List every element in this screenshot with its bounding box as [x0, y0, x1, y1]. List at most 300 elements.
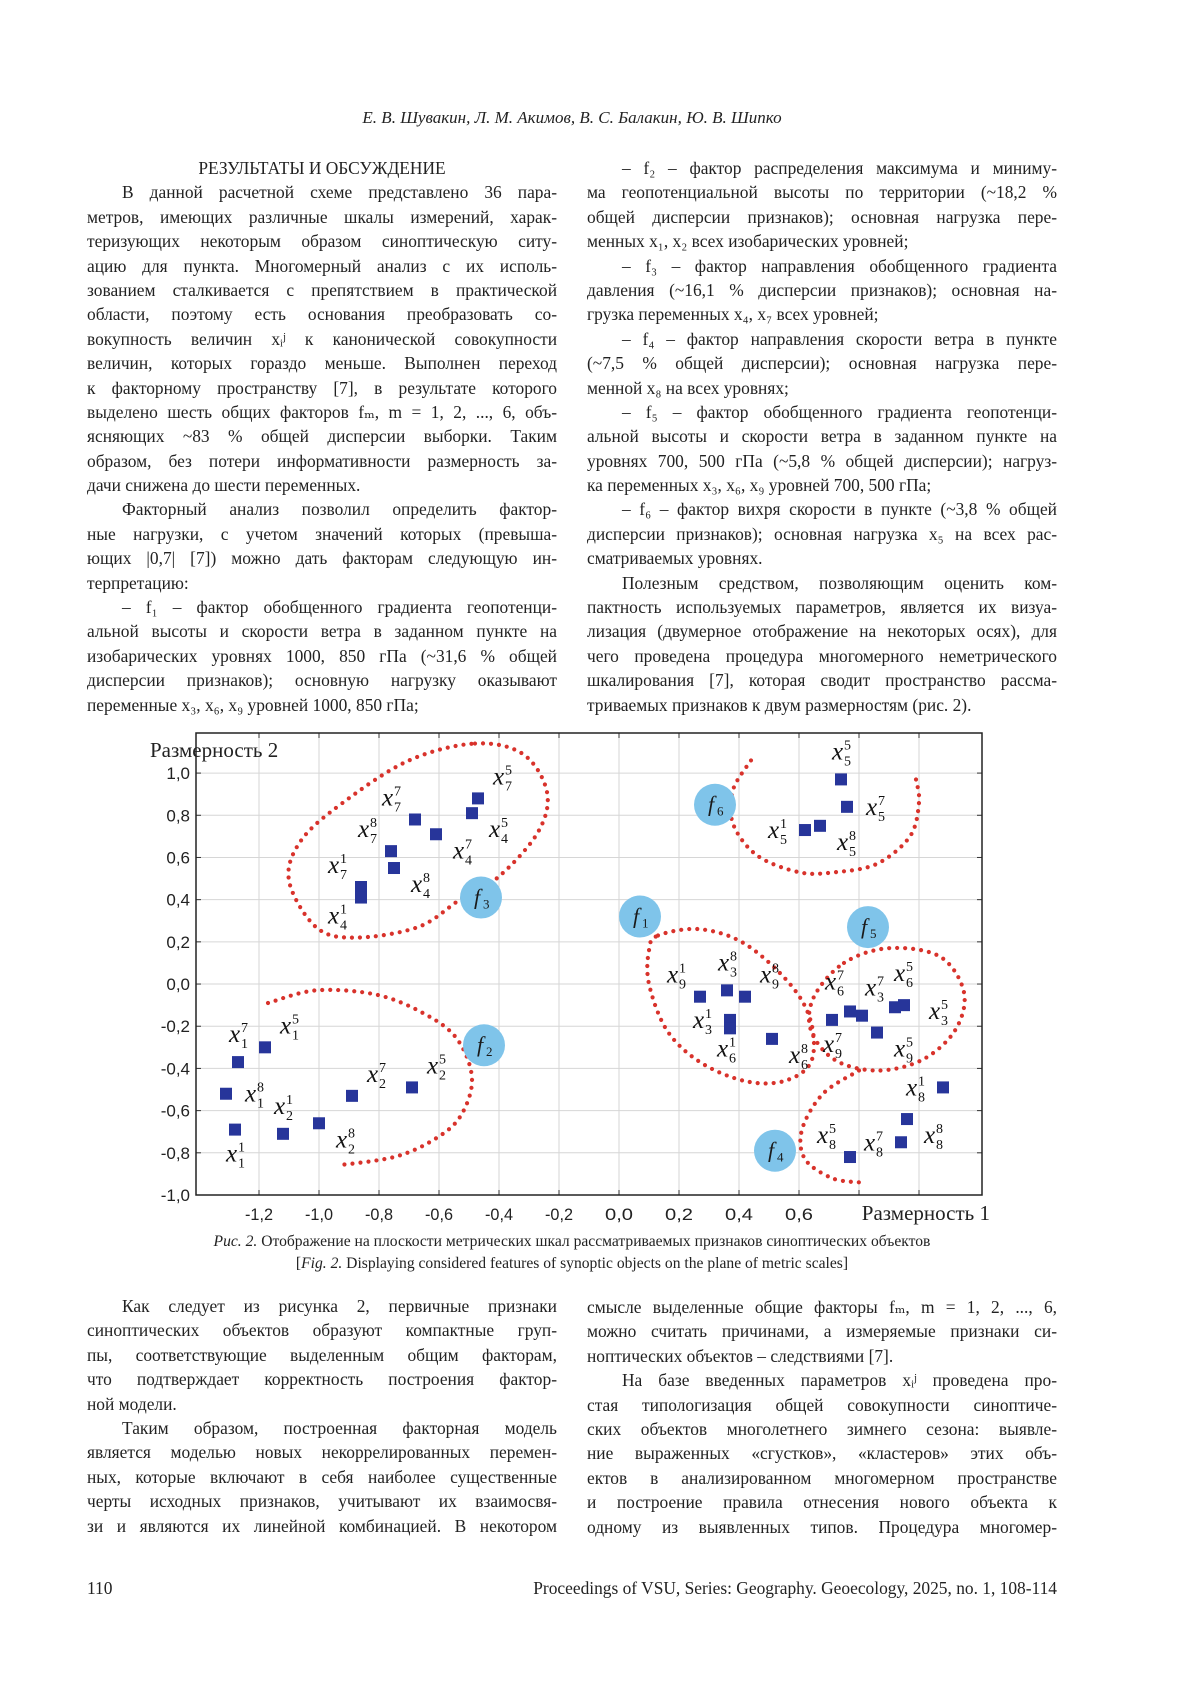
- data-point-x1-8: [220, 1088, 232, 1100]
- text-line: к факторному пространству [7], в результате которого: [87, 376, 557, 400]
- y-tick-label: 1,0: [166, 764, 190, 783]
- point-label: [335, 1126, 355, 1157]
- point-label-x: x: [488, 816, 500, 843]
- text-line: Таким образом, построенная факторная модель: [87, 1416, 557, 1440]
- point-label-level: 1: [286, 1093, 293, 1108]
- text-line: теризующих некоторым образом синоптическую ситу-: [87, 229, 557, 253]
- point-label: [923, 1122, 943, 1153]
- point-label-level: 7: [379, 1061, 386, 1076]
- point-label-x: x: [335, 1126, 347, 1153]
- point-label-level: 8: [849, 829, 856, 844]
- factor-name: f: [708, 792, 717, 817]
- point-label: [717, 949, 737, 980]
- text-line: грузка переменных x₄, x₇ всех уровней;: [587, 302, 1057, 326]
- point-label-var: 3: [877, 991, 884, 1006]
- data-point-x1-5: [259, 1041, 271, 1053]
- y-tick-label: 0,8: [166, 806, 190, 825]
- text-line: дисперсии признаков); основную нагрузку оказывают: [87, 668, 557, 692]
- point-label-level: 8: [801, 1042, 808, 1057]
- x-tick-label: 0,0: [605, 1205, 633, 1224]
- point-label-level: 7: [241, 1021, 248, 1036]
- data-point-x6-7: [844, 1005, 856, 1017]
- y-tick-label: 0,4: [166, 891, 190, 910]
- text-line: ные нагрузки, с учетом значений которых (превыша-: [87, 522, 557, 546]
- text-line: выделено шесть общих факторов fₘ, m = 1, 2, ..., 6, объ-: [87, 400, 557, 424]
- point-label: [279, 1012, 299, 1043]
- text-line: зованием сталкивается с препятствием в практической: [87, 278, 557, 302]
- data-point-x3-5: [898, 999, 910, 1011]
- point-label-x: x: [327, 903, 339, 930]
- point-label-x: x: [273, 1093, 285, 1120]
- point-label: [788, 1042, 808, 1073]
- point-label-level: 7: [835, 1031, 842, 1046]
- point-label-x: x: [863, 1129, 875, 1156]
- y-tick-label: 0,6: [166, 848, 190, 867]
- text-line: образом, без потери информативности размерность за-: [87, 449, 557, 473]
- point-label-level: 8: [730, 949, 737, 964]
- y-tick-label: -0,4: [161, 1059, 190, 1078]
- point-label-var: 6: [906, 976, 913, 991]
- data-point-x3-8: [721, 984, 733, 996]
- point-label: [452, 837, 472, 868]
- text-line: величин, которых гораздо меньше. Выполнен переход: [87, 351, 557, 375]
- point-label: [822, 1031, 842, 1062]
- point-label-level: 5: [829, 1122, 836, 1137]
- factor-marker-f4: [754, 1130, 796, 1172]
- y-axis-label: Размерность 2: [150, 738, 278, 762]
- text-line: В данной расчетной схеме представлено 36 пара-: [87, 180, 557, 204]
- factor-marker-f1: [619, 896, 661, 938]
- text-line: черты исходных признаков, учитывают их взаимосвя-: [87, 1489, 557, 1513]
- text-line: – f₄ – фактор направления скорости ветра в пункте: [587, 327, 1057, 351]
- data-point-x5-7: [841, 801, 853, 813]
- point-label-var: 1: [292, 1028, 299, 1043]
- text-line: – f₃ – фактор направления обобщенного градиента: [587, 254, 1057, 278]
- data-point-x7-1: [355, 881, 367, 893]
- text-line: (~7,5 % общей дисперсии); основная нагрузка пере-: [587, 351, 1057, 375]
- factor-subscript: 5: [870, 926, 877, 941]
- point-label-level: 8: [936, 1122, 943, 1137]
- data-point-x5-8: [814, 820, 826, 832]
- text-line: лизация (двумерное отображение на некоторых осях), для: [587, 619, 1057, 643]
- x-axis-label: Размерность 1: [862, 1201, 990, 1225]
- point-label-x: x: [759, 962, 771, 989]
- point-label: [244, 1081, 264, 1112]
- point-label-level: 8: [257, 1081, 264, 1096]
- text-line: Как следует из рисунка 2, первичные признаки: [87, 1294, 557, 1318]
- text-line: менных x₁, x₂ всех изобарических уровней;: [587, 229, 1057, 253]
- point-label-var: 7: [340, 868, 347, 883]
- point-label: [928, 998, 948, 1029]
- text-line: стая типологизация общей совокупности синоптиче-: [587, 1393, 1057, 1417]
- data-point-x3-7: [856, 1010, 868, 1022]
- data-point-x2-1: [277, 1128, 289, 1140]
- text-line: – f₆ – фактор вихря скорости в пункте (~3,8 % общей: [587, 497, 1057, 521]
- point-label-x: x: [666, 962, 678, 989]
- point-label-var: 8: [876, 1145, 883, 1160]
- y-tick-label: 0,0: [166, 975, 190, 994]
- x-tick-label: 0,4: [725, 1205, 753, 1224]
- point-label: [692, 1007, 712, 1038]
- point-label: [366, 1061, 386, 1092]
- point-label: [905, 1074, 925, 1105]
- point-label-x: x: [717, 949, 729, 976]
- text-line: ноптических объектов – следствиями [7].: [587, 1344, 1057, 1368]
- point-label: [410, 871, 430, 902]
- section-heading: РЕЗУЛЬТАТЫ И ОБСУЖДЕНИЕ: [87, 156, 557, 180]
- point-label-x: x: [492, 763, 504, 790]
- data-point-x2-5: [406, 1081, 418, 1093]
- y-tick-label: -1,0: [161, 1186, 190, 1205]
- x-tick-label: -0,6: [425, 1205, 453, 1224]
- point-label-level: 5: [439, 1052, 446, 1067]
- point-label-x: x: [381, 784, 393, 811]
- point-label: [824, 968, 844, 999]
- text-line: чего проведена процедура многомерного неметрического: [587, 644, 1057, 668]
- text-line: пактность используемых параметров, является их визуа-: [587, 595, 1057, 619]
- factor-name: f: [768, 1138, 777, 1163]
- bottom-right-column: [587, 1295, 1057, 1539]
- point-label: [865, 794, 885, 825]
- text-line: альной высоты и скорости ветра в заданном пункте на: [87, 619, 557, 643]
- point-label: [831, 738, 851, 769]
- point-label: [228, 1021, 248, 1052]
- point-label-level: 1: [679, 962, 686, 977]
- text-line: ка переменных x₃, x₆, x₉ уровней 700, 500 гПа;: [587, 473, 1057, 497]
- point-label-var: 9: [835, 1047, 842, 1062]
- factor-subscript: 3: [483, 897, 490, 912]
- point-label-var: 1: [241, 1037, 248, 1052]
- point-label-level: 5: [906, 960, 913, 975]
- data-point-x9-7: [826, 1014, 838, 1026]
- data-point-x8-7: [895, 1136, 907, 1148]
- text-line: – f₂ – фактор распределения максимума и миниму-: [587, 156, 1057, 180]
- caption-ru-prefix: Рис. 2.: [214, 1233, 258, 1250]
- point-label-x: x: [716, 1035, 728, 1062]
- text-line: – f₁ – фактор обобщенного градиента геопотенци-: [87, 595, 557, 619]
- text-line: сматриваемых уровнях.: [587, 546, 1057, 570]
- data-point-x4-5: [466, 807, 478, 819]
- factor-subscript: 1: [642, 916, 649, 931]
- factor-circle: [619, 896, 661, 938]
- figure-2-scatter-chart: [140, 725, 1000, 1235]
- factor-name: f: [633, 904, 642, 929]
- point-label-x: x: [279, 1012, 291, 1039]
- point-label-x: x: [366, 1061, 378, 1088]
- factor-subscript: 2: [486, 1044, 493, 1059]
- factor-marker-f2: [463, 1024, 505, 1066]
- factor-subscript: 6: [717, 804, 724, 819]
- text-line: вокупность величин xᵢʲ к канонической совокупности: [87, 327, 557, 351]
- point-label-level: 1: [918, 1074, 925, 1089]
- factor-circle: [463, 1024, 505, 1066]
- text-line: триваемых признаков к двум размерностям (рис. 2).: [587, 693, 1057, 717]
- caption-en-prefix: Fig. 2.: [301, 1255, 342, 1272]
- text-line: области, поэтому есть основания преобразовать со-: [87, 302, 557, 326]
- point-label-x: x: [357, 816, 369, 843]
- point-label-x: x: [426, 1052, 438, 1079]
- point-label-var: 6: [729, 1051, 736, 1066]
- point-label-level: 5: [292, 1012, 299, 1027]
- caption-en-text: Displaying considered features of synoptic objects on the plane of metric scales]: [342, 1255, 848, 1272]
- data-point-x5-5: [835, 773, 847, 785]
- text-line: Факторный анализ позволил определить фактор-: [87, 497, 557, 521]
- point-label-x: x: [865, 794, 877, 821]
- point-label-x: x: [864, 975, 876, 1002]
- factor-marker-f5: [847, 906, 889, 948]
- point-label-x: x: [928, 998, 940, 1025]
- point-label: [357, 816, 377, 847]
- point-label-var: 7: [394, 800, 401, 815]
- data-point-x1-1: [229, 1124, 241, 1136]
- point-label: [327, 903, 347, 934]
- point-label-level: 7: [465, 837, 472, 852]
- point-label-level: 8: [423, 871, 430, 886]
- point-label-level: 8: [370, 816, 377, 831]
- caption-ru-text: Отображение на плоскости метрических шкал рассматриваемых признаков синоптических объектов: [257, 1233, 930, 1250]
- data-point-x8-8: [901, 1113, 913, 1125]
- point-label-var: 2: [286, 1109, 293, 1124]
- data-point-x2-8: [313, 1117, 325, 1129]
- bottom-left-column: [87, 1294, 557, 1538]
- x-tick-label: -0,2: [545, 1205, 573, 1224]
- point-label: [716, 1035, 736, 1066]
- factor-name: f: [477, 1032, 486, 1057]
- point-label: [225, 1141, 245, 1172]
- point-label-x: x: [788, 1042, 800, 1069]
- data-point-x5-1: [799, 824, 811, 836]
- point-label-level: 5: [505, 763, 512, 778]
- text-line: терпретацию:: [87, 571, 557, 595]
- page-number: 110: [87, 1578, 112, 1599]
- point-label-x: x: [905, 1074, 917, 1101]
- point-label-var: 8: [936, 1138, 943, 1153]
- point-label-x: x: [767, 817, 779, 844]
- text-line: общей дисперсии признаков); основная нагрузка пере-: [587, 205, 1057, 229]
- text-line: одному из выявленных типов. Процедура многомер-: [587, 1515, 1057, 1539]
- point-label-var: 4: [423, 887, 430, 902]
- point-label-level: 5: [501, 816, 508, 831]
- point-label-var: 4: [501, 832, 508, 847]
- point-label: [666, 962, 686, 993]
- point-label-var: 4: [465, 853, 472, 868]
- x-tick-label: 0,6: [785, 1205, 813, 1224]
- data-point-x1-7: [232, 1056, 244, 1068]
- factor-circle: [460, 877, 502, 919]
- point-label-level: 5: [941, 998, 948, 1013]
- factor-name: f: [474, 885, 483, 910]
- point-label-var: 7: [505, 779, 512, 794]
- point-label: [492, 763, 512, 794]
- text-line: ма геопотенциальной высоты по территории (~18,2 %: [587, 180, 1057, 204]
- point-label-var: 8: [829, 1138, 836, 1153]
- data-point-x7-5: [472, 792, 484, 804]
- data-point-x4-7: [430, 828, 442, 840]
- point-label-x: x: [824, 968, 836, 995]
- point-label-var: 5: [780, 833, 787, 848]
- point-label: [836, 829, 856, 860]
- point-label-level: 5: [844, 738, 851, 753]
- point-label-var: 5: [844, 754, 851, 769]
- point-label-var: 2: [379, 1077, 386, 1092]
- x-tick-label: -1,0: [305, 1205, 333, 1224]
- point-label-level: 8: [772, 962, 779, 977]
- text-line: переменные x₃, x₆, x₉ уровней 1000, 850 гПа;: [87, 693, 557, 717]
- point-label-var: 1: [257, 1097, 264, 1112]
- point-label-level: 1: [340, 852, 347, 867]
- journal-footer: Proceedings of VSU, Series: Geography. Geoecology, 2025, no. 1, 108-114: [533, 1578, 1057, 1599]
- point-label: [767, 817, 787, 848]
- x-tick-label: -1,2: [245, 1205, 273, 1224]
- point-label-level: 7: [876, 1129, 883, 1144]
- factor-circle: [847, 906, 889, 948]
- text-line: Полезным средством, позволяющим оценить ком-: [587, 571, 1057, 595]
- top-left-column: [87, 156, 557, 717]
- y-tick-label: -0,2: [161, 1017, 190, 1036]
- point-label-x: x: [410, 871, 422, 898]
- text-line: менной x₈ на всех уровнях;: [587, 376, 1057, 400]
- point-label-level: 1: [729, 1035, 736, 1050]
- text-line: ских объектов многолетнего зимнего сезона: выявле-: [587, 1417, 1057, 1441]
- factor-name: f: [861, 914, 870, 939]
- text-line: изобарических уровнях 1000, 850 гПа (~31,6 % общей: [87, 644, 557, 668]
- factor-marker-f6: [694, 784, 736, 826]
- text-line: уровнях 700, 500 гПа (~5,8 % общей дисперсии); нагруз-: [587, 449, 1057, 473]
- point-label-var: 3: [730, 965, 737, 980]
- data-point-x6-8: [766, 1033, 778, 1045]
- factor-marker-f3: [460, 877, 502, 919]
- data-point-x8-1: [937, 1081, 949, 1093]
- point-label-var: 6: [801, 1058, 808, 1073]
- data-point-x4-1: [355, 892, 367, 904]
- text-line: пы, соответствующие выделенным общим факторам,: [87, 1343, 557, 1367]
- point-label-var: 5: [849, 845, 856, 860]
- point-label-var: 7: [370, 832, 377, 847]
- text-line: ной модели.: [87, 1392, 557, 1416]
- point-label-x: x: [452, 837, 464, 864]
- x-tick-label: 0,2: [665, 1205, 693, 1224]
- point-label: [893, 960, 913, 991]
- point-label-x: x: [822, 1031, 834, 1058]
- text-line: синоптических объектов образуют компактные груп-: [87, 1318, 557, 1342]
- data-point-x7-7: [409, 813, 421, 825]
- point-label-x: x: [225, 1141, 237, 1168]
- text-line: зи и являются их линейной комбинацией. В некотором: [87, 1514, 557, 1538]
- point-label-var: 5: [878, 810, 885, 825]
- point-label-var: 3: [941, 1014, 948, 1029]
- point-label-var: 6: [837, 984, 844, 999]
- data-point-x9-8: [739, 991, 751, 1003]
- point-label-x: x: [923, 1122, 935, 1149]
- point-label-var: 9: [772, 978, 779, 993]
- point-label-level: 7: [394, 784, 401, 799]
- data-point-x9-1: [694, 991, 706, 1003]
- point-label: [488, 816, 508, 847]
- point-label: [381, 784, 401, 815]
- text-line: и построение правила отнесения нового объекта к: [587, 1490, 1057, 1514]
- point-label-x: x: [893, 960, 905, 987]
- data-point-x7-8: [385, 845, 397, 857]
- point-label-level: 1: [780, 817, 787, 832]
- x-tick-label: -0,4: [485, 1205, 513, 1224]
- text-line: можно считать причинами, а измеряемые признаки си-: [587, 1319, 1057, 1343]
- caption-en-open: [: [296, 1255, 301, 1272]
- point-label-var: 8: [918, 1090, 925, 1105]
- point-label: [863, 1129, 883, 1160]
- text-line: – f₅ – фактор обобщенного градиента геопотенци-: [587, 400, 1057, 424]
- factor-subscript: 4: [777, 1150, 784, 1165]
- point-label: [273, 1093, 293, 1124]
- point-label-x: x: [893, 1036, 905, 1063]
- data-point-x2-7: [346, 1090, 358, 1102]
- data-point-x4-8: [388, 862, 400, 874]
- text-line: давления (~16,1 % дисперсии признаков); основная на-: [587, 278, 1057, 302]
- x-tick-label: -0,8: [365, 1205, 393, 1224]
- text-line: ющих |0,7| [7]) можно дать факторам следующую ин-: [87, 546, 557, 570]
- text-line: дачи снижена до шести переменных.: [87, 473, 557, 497]
- point-label: [426, 1052, 446, 1083]
- point-label: [327, 852, 347, 883]
- text-line: метров, имеющих различные шкалы измерений, харак-: [87, 205, 557, 229]
- top-right-column: [587, 156, 1057, 717]
- point-label-level: 5: [906, 1036, 913, 1051]
- point-label-var: 1: [238, 1157, 245, 1172]
- text-line: что подтверждает корректность построения фактор-: [87, 1367, 557, 1391]
- point-label-var: 3: [705, 1023, 712, 1038]
- data-point-x8-5: [844, 1151, 856, 1163]
- text-line: ние выраженных «сгустков», «кластеров» этих объ-: [587, 1441, 1057, 1465]
- point-label-x: x: [692, 1007, 704, 1034]
- y-tick-label: -0,8: [161, 1144, 190, 1163]
- factor-circle: [694, 784, 736, 826]
- text-line: ацию для пункта. Многомерный анализ с их исполь-: [87, 254, 557, 278]
- point-label-level: 7: [837, 968, 844, 983]
- point-label-var: 2: [348, 1142, 355, 1157]
- point-label-x: x: [831, 738, 843, 765]
- point-label-var: 2: [439, 1068, 446, 1083]
- point-label-x: x: [244, 1081, 256, 1108]
- y-tick-label: 0,2: [166, 933, 190, 952]
- point-label-level: 1: [340, 903, 347, 918]
- point-label-x: x: [327, 852, 339, 879]
- figure-caption-ru: [87, 1233, 1057, 1251]
- text-line: альной высоты и скорости ветра в заданном пункте на: [587, 424, 1057, 448]
- point-label: [816, 1122, 836, 1153]
- point-label-x: x: [228, 1021, 240, 1048]
- point-label: [864, 975, 884, 1006]
- y-tick-label: -0,6: [161, 1102, 190, 1121]
- point-label-var: 9: [906, 1052, 913, 1067]
- text-line: является моделью новых некоррелированных перемен-: [87, 1440, 557, 1464]
- data-point-x6-1: [724, 1022, 736, 1034]
- text-line: На базе введенных параметров xᵢʲ проведена про-: [587, 1368, 1057, 1392]
- text-line: шкалирования [7], которая сводит пространство рассма-: [587, 668, 1057, 692]
- point-label-x: x: [836, 829, 848, 856]
- text-line: смысле выделенные общие факторы fₘ, m = 1, 2, ..., 6,: [587, 1295, 1057, 1319]
- point-label-level: 7: [878, 794, 885, 809]
- point-label-level: 1: [238, 1141, 245, 1156]
- point-label-level: 1: [705, 1007, 712, 1022]
- text-line: ных, которые включают в себя наиболее существенные: [87, 1465, 557, 1489]
- point-label-var: 9: [679, 978, 686, 993]
- text-line: ясняющих ~83 % общей дисперсии выборки. Таким: [87, 424, 557, 448]
- point-label-var: 4: [340, 919, 347, 934]
- running-header-authors: Е. В. Шувакин, Л. М. Акимов, В. С. Балакин, Ю. В. Шипко: [87, 108, 1057, 128]
- point-label-level: 7: [877, 975, 884, 990]
- point-label: [759, 962, 779, 993]
- figure-caption-en: [87, 1255, 1057, 1273]
- text-line: дисперсии признаков); основная нагрузка x₅ на всех рас-: [587, 522, 1057, 546]
